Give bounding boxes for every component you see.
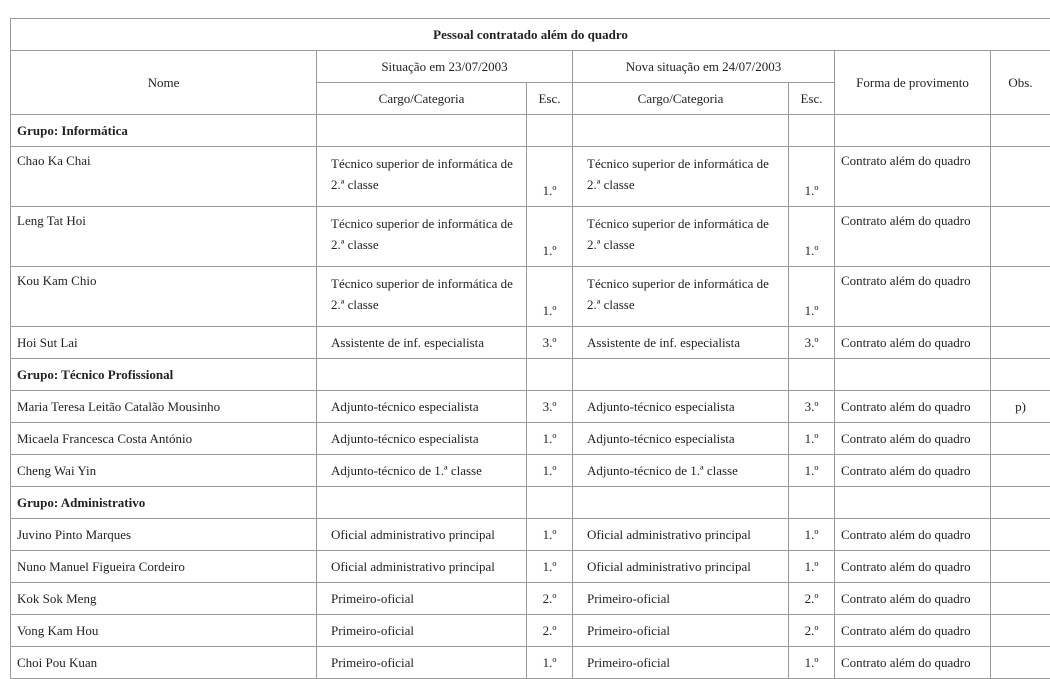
cell-nome: Leng Tat Hoi: [11, 207, 317, 267]
cell-esc: 1.º: [527, 207, 573, 267]
cell-nova-esc: 1.º: [789, 207, 835, 267]
group-empty-cell: [991, 487, 1050, 519]
table-row: [11, 327, 1050, 359]
cell-forma: Contrato além do quadro: [835, 147, 991, 207]
cell-cargo: Técnico superior de informática de 2.ª classe: [317, 267, 527, 327]
group-empty-cell: [789, 487, 835, 519]
table-title: Pessoal contratado além do quadro: [11, 19, 1050, 51]
cell-esc: 3.º: [527, 327, 573, 359]
table-row: [11, 551, 1050, 583]
cell-cargo: Primeiro-oficial: [317, 615, 527, 647]
cell-obs: [991, 267, 1050, 327]
cell-nome: Maria Teresa Leitão Catalão Mousinho: [11, 391, 317, 423]
group-empty-cell: [991, 359, 1050, 391]
cell-nova-cargo: Técnico superior de informática de 2.ª classe: [573, 147, 789, 207]
header-nova-cargo: Cargo/Categoria: [573, 83, 789, 115]
cell-forma: Contrato além do quadro: [835, 583, 991, 615]
cell-forma: Contrato além do quadro: [835, 207, 991, 267]
cell-nova-cargo: Assistente de inf. especialista: [573, 327, 789, 359]
cell-cargo: Adjunto-técnico de 1.ª classe: [317, 455, 527, 487]
cell-forma: Contrato além do quadro: [835, 455, 991, 487]
cell-cargo: Oficial administrativo principal: [317, 551, 527, 583]
group-row: [11, 359, 1050, 391]
table-row: [11, 455, 1050, 487]
cell-esc: 1.º: [527, 455, 573, 487]
group-empty-cell: [573, 115, 789, 147]
cell-nova-esc: 1.º: [789, 647, 835, 679]
cell-esc: 1.º: [527, 423, 573, 455]
cell-nova-esc: 3.º: [789, 391, 835, 423]
cell-nova-esc: 1.º: [789, 519, 835, 551]
header-cargo: Cargo/Categoria: [317, 83, 527, 115]
group-empty-cell: [527, 487, 573, 519]
cell-forma: Contrato além do quadro: [835, 615, 991, 647]
cell-nova-esc: 1.º: [789, 551, 835, 583]
cell-nome: Micaela Francesca Costa António: [11, 423, 317, 455]
cell-nome: Chao Ka Chai: [11, 147, 317, 207]
group-empty-cell: [527, 359, 573, 391]
table-row: [11, 583, 1050, 615]
group-empty-cell: [573, 359, 789, 391]
header-nova-esc: Esc.: [789, 83, 835, 115]
cell-forma: Contrato além do quadro: [835, 391, 991, 423]
cell-esc: 1.º: [527, 267, 573, 327]
table-row: [11, 267, 1050, 327]
cell-cargo: Assistente de inf. especialista: [317, 327, 527, 359]
header-nova-situacao: Nova situação em 24/07/2003: [573, 51, 835, 83]
group-empty-cell: [317, 487, 527, 519]
table-row: [11, 615, 1050, 647]
staff-table: [10, 18, 1050, 679]
cell-nome: Cheng Wai Yin: [11, 455, 317, 487]
header-obs: Obs.: [991, 51, 1050, 115]
cell-esc: 2.º: [527, 615, 573, 647]
cell-esc: 1.º: [527, 147, 573, 207]
cell-nova-cargo: Adjunto-técnico especialista: [573, 423, 789, 455]
group-empty-cell: [317, 359, 527, 391]
table-row: [11, 147, 1050, 207]
group-row: [11, 115, 1050, 147]
header-nome: Nome: [11, 51, 317, 115]
cell-forma: Contrato além do quadro: [835, 519, 991, 551]
cell-nova-esc: 2.º: [789, 615, 835, 647]
group-empty-cell: [835, 115, 991, 147]
cell-nova-esc: 1.º: [789, 147, 835, 207]
cell-nova-cargo: Adjunto-técnico especialista: [573, 391, 789, 423]
header-esc: Esc.: [527, 83, 573, 115]
cell-cargo: Técnico superior de informática de 2.ª classe: [317, 207, 527, 267]
group-empty-cell: [789, 359, 835, 391]
cell-cargo: Primeiro-oficial: [317, 647, 527, 679]
cell-nova-cargo: Adjunto-técnico de 1.ª classe: [573, 455, 789, 487]
cell-obs: [991, 327, 1050, 359]
group-empty-cell: [991, 115, 1050, 147]
cell-nome: Hoi Sut Lai: [11, 327, 317, 359]
table-body: [11, 115, 1050, 679]
table-row: [11, 423, 1050, 455]
cell-forma: Contrato além do quadro: [835, 327, 991, 359]
cell-nome: Kok Sok Meng: [11, 583, 317, 615]
group-empty-cell: [527, 115, 573, 147]
table-row: [11, 647, 1050, 679]
cell-cargo: Adjunto-técnico especialista: [317, 391, 527, 423]
group-name: Grupo: Administrativo: [11, 487, 317, 519]
cell-obs: [991, 207, 1050, 267]
group-empty-cell: [573, 487, 789, 519]
table-row: [11, 519, 1050, 551]
cell-obs: [991, 519, 1050, 551]
cell-nome: Vong Kam Hou: [11, 615, 317, 647]
cell-forma: Contrato além do quadro: [835, 423, 991, 455]
header-forma: Forma de provimento: [835, 51, 991, 115]
group-empty-cell: [317, 115, 527, 147]
cell-forma: Contrato além do quadro: [835, 551, 991, 583]
cell-nova-cargo: Primeiro-oficial: [573, 647, 789, 679]
header-situacao: Situação em 23/07/2003: [317, 51, 573, 83]
group-empty-cell: [835, 359, 991, 391]
cell-obs: [991, 647, 1050, 679]
cell-esc: 1.º: [527, 551, 573, 583]
cell-obs: [991, 551, 1050, 583]
cell-nome: Choi Pou Kuan: [11, 647, 317, 679]
cell-nova-cargo: Oficial administrativo principal: [573, 519, 789, 551]
table-row: [11, 391, 1050, 423]
cell-obs: [991, 423, 1050, 455]
cell-esc: 1.º: [527, 647, 573, 679]
cell-nome: Kou Kam Chio: [11, 267, 317, 327]
cell-forma: Contrato além do quadro: [835, 267, 991, 327]
cell-nova-cargo: Primeiro-oficial: [573, 615, 789, 647]
cell-cargo: Adjunto-técnico especialista: [317, 423, 527, 455]
cell-nova-cargo: Oficial administrativo principal: [573, 551, 789, 583]
group-row: [11, 487, 1050, 519]
group-empty-cell: [835, 487, 991, 519]
cell-nova-cargo: Técnico superior de informática de 2.ª classe: [573, 267, 789, 327]
cell-cargo: Primeiro-oficial: [317, 583, 527, 615]
cell-nova-esc: 3.º: [789, 327, 835, 359]
cell-esc: 3.º: [527, 391, 573, 423]
cell-obs: [991, 583, 1050, 615]
cell-nova-esc: 1.º: [789, 267, 835, 327]
cell-nova-esc: 1.º: [789, 423, 835, 455]
cell-obs: [991, 455, 1050, 487]
cell-nova-cargo: Técnico superior de informática de 2.ª classe: [573, 207, 789, 267]
cell-nova-cargo: Primeiro-oficial: [573, 583, 789, 615]
group-name: Grupo: Técnico Profissional: [11, 359, 317, 391]
cell-nova-esc: 1.º: [789, 455, 835, 487]
cell-nome: Nuno Manuel Figueira Cordeiro: [11, 551, 317, 583]
group-empty-cell: [789, 115, 835, 147]
cell-obs: [991, 615, 1050, 647]
cell-esc: 2.º: [527, 583, 573, 615]
cell-esc: 1.º: [527, 519, 573, 551]
cell-obs: p): [991, 391, 1050, 423]
table-row: [11, 207, 1050, 267]
cell-obs: [991, 147, 1050, 207]
group-name: Grupo: Informática: [11, 115, 317, 147]
cell-cargo: Oficial administrativo principal: [317, 519, 527, 551]
cell-forma: Contrato além do quadro: [835, 647, 991, 679]
cell-nova-esc: 2.º: [789, 583, 835, 615]
cell-cargo: Técnico superior de informática de 2.ª classe: [317, 147, 527, 207]
cell-nome: Juvino Pinto Marques: [11, 519, 317, 551]
